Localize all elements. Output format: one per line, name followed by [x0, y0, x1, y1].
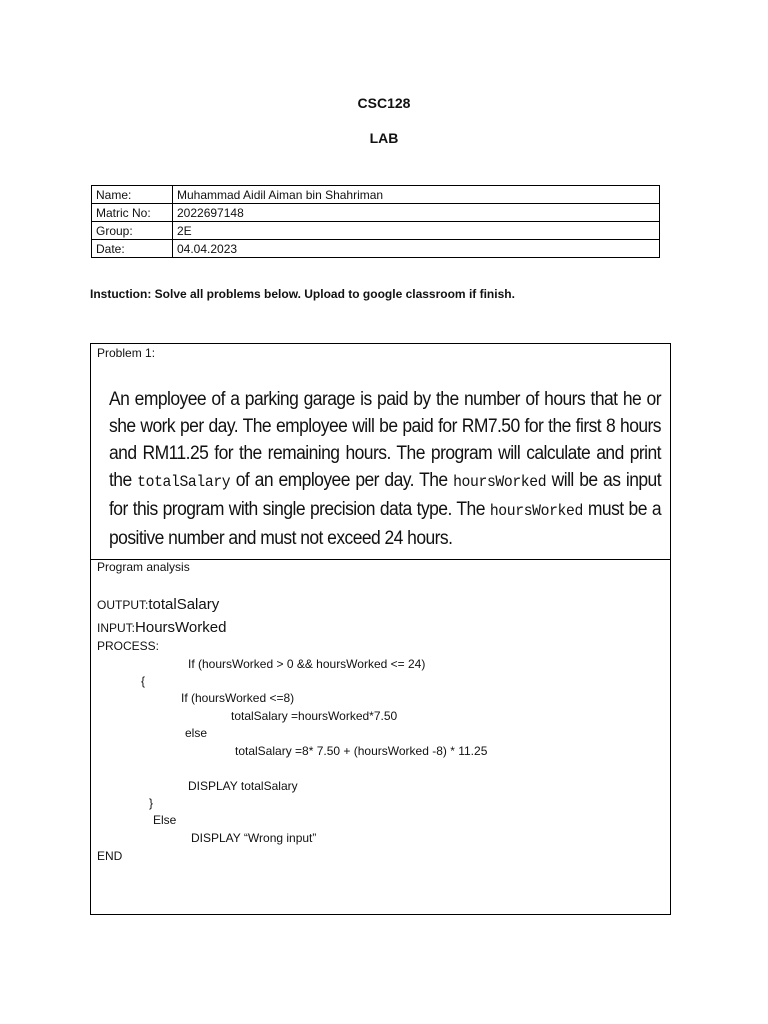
- output-value: totalSalary: [148, 596, 220, 613]
- instruction-text: Instuction: Solve all problems below. Upload to google classroom if finish.: [90, 287, 515, 301]
- problem-title: Problem 1:: [97, 346, 156, 360]
- date-label: Date:: [92, 240, 173, 258]
- code-line: else: [185, 726, 208, 740]
- var-total-salary: totalSalary: [137, 473, 231, 491]
- name-value: Muhammad Aidil Aiman bin Shahriman: [173, 186, 660, 204]
- problem-statement: [109, 386, 661, 552]
- student-info-table: [91, 185, 660, 258]
- statement-part-2: of an employee per day. The: [230, 470, 454, 491]
- input-key: INPUT:: [97, 621, 136, 635]
- code-line: DISPLAY “Wrong input”: [191, 831, 317, 845]
- problem-box: [90, 343, 671, 915]
- matric-label: Matric No:: [92, 204, 173, 222]
- matric-value: 2022697148: [173, 204, 660, 222]
- table-row: [92, 240, 660, 258]
- process-key: PROCESS:: [97, 639, 160, 653]
- date-value: 04.04.2023: [173, 240, 660, 258]
- group-value: 2E: [173, 222, 660, 240]
- var-hours-worked-2: hoursWorked: [489, 502, 583, 520]
- course-code: CSC128: [357, 95, 411, 111]
- name-label: Name:: [92, 186, 173, 204]
- table-row: [92, 204, 660, 222]
- group-label: Group:: [92, 222, 173, 240]
- statement-part-3: will be as input for this program with single precision data type. The: [109, 470, 662, 520]
- input-value: HoursWorked: [135, 619, 227, 636]
- code-line: If (hoursWorked > 0 && hoursWorked <= 24): [188, 657, 426, 671]
- code-line: Else: [153, 813, 177, 827]
- input-row: [97, 619, 226, 637]
- document-type: LAB: [369, 130, 399, 146]
- code-line: totalSalary =8* 7.50 + (hoursWorked -8) * 11.25: [235, 744, 488, 758]
- code-line: }: [149, 796, 154, 810]
- code-line: END: [97, 849, 123, 863]
- code-line: If (hoursWorked <=8): [181, 691, 295, 705]
- table-row: [92, 222, 660, 240]
- code-line: totalSalary =hoursWorked*7.50: [231, 709, 398, 723]
- output-key: OUTPUT:: [97, 598, 149, 612]
- var-hours-worked-1: hoursWorked: [453, 473, 547, 491]
- analysis-title: Program analysis: [97, 560, 190, 574]
- statement-part-1: An employee of a parking garage is paid by the number of hours that he or she work per day. The employee will be paid for RM7.50 for the first 8 hours and RM11.25 for the remaining hours. The program will calculate and print the: [109, 389, 661, 491]
- table-row: [92, 186, 660, 204]
- statement-part-4: must be a positive number and must not exceed 24 hours.: [109, 499, 661, 549]
- output-row: [97, 596, 219, 614]
- code-line: {: [141, 674, 146, 688]
- code-line: DISPLAY totalSalary: [188, 779, 298, 793]
